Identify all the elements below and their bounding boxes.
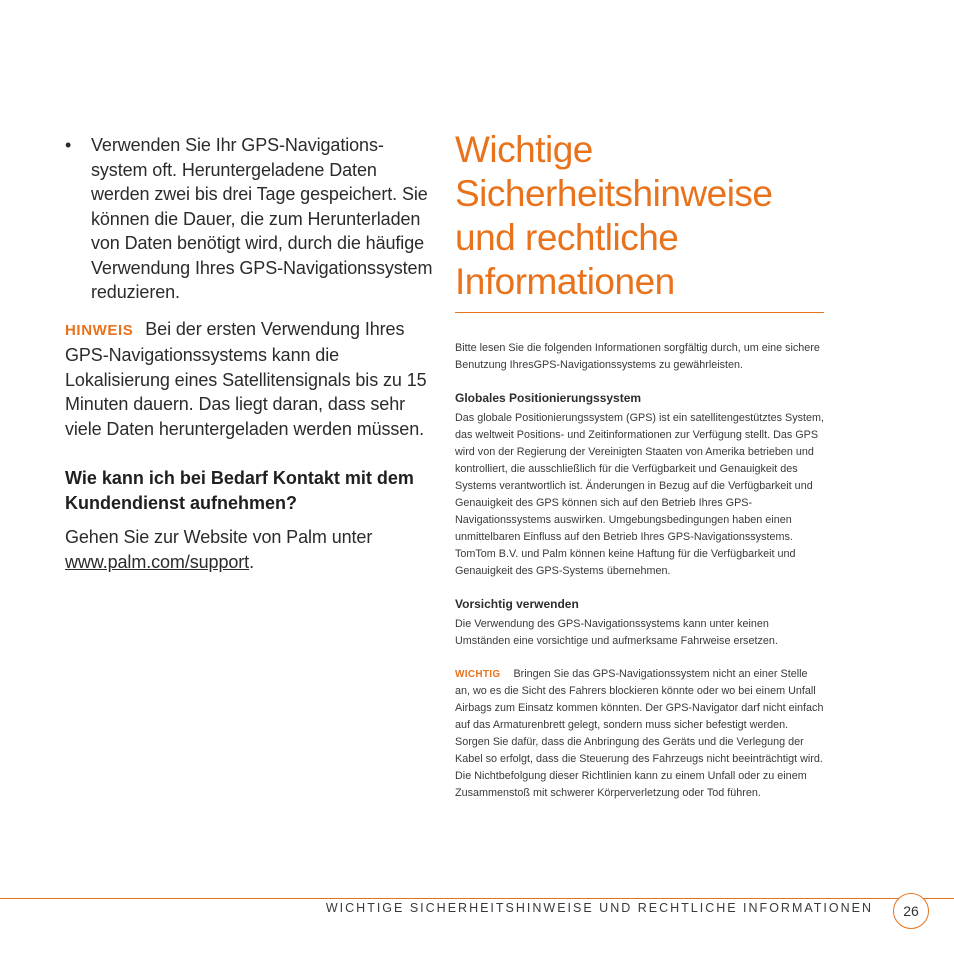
- page-number: 26: [903, 903, 919, 919]
- important-text: Bringen Sie das GPS-Navigationssystem nicht an einer Stelle an, wo es die Sicht des Fahrers blockieren könnte oder wo bei einem Unfall Airbags zum Einsatz kommen könnten. Der GPS-Navigator darf nicht einfach auf das Armaturenbrett gelegt, sondern muss sicher befestigt werden. Sorgen Sie dafür, dass die Anbringung des Geräts und die Verlegung der Kabel so erfolgt, dass die Steuerung des Fahrzeugs nicht beeinträchtigt wird. Die Nichtbefolgung dieser Richtlinien kann zu einem Unfall oder zu einem Zusammenstoß mit schwerer Körperverletzung oder Tod führen.: [455, 668, 824, 799]
- note-text: Bei der ersten Verwendung Ihres GPS-Navigationssystems kann die Lokalisierung eines Satellitensignals bis zu 15 Minuten dauern. Das liegt daran, dass sehr viele Daten heruntergeladen werden müssen.: [65, 318, 427, 439]
- page-number-badge: [893, 893, 929, 929]
- footer-divider: [0, 898, 954, 899]
- contact-paragraph: [65, 525, 433, 574]
- bullet-item: [65, 133, 433, 305]
- support-link[interactable]: www.palm.com/support: [65, 551, 250, 572]
- section-heading-caution: Vorsichtig verwenden: [455, 597, 579, 611]
- page-title: Wichtige Sicherheitshinweise und rechtliche Informationen: [455, 129, 773, 302]
- note-label: HINWEIS: [65, 321, 134, 339]
- title-divider: [455, 312, 824, 313]
- footer-section-title: WICHTIGE SICHERHEITSHINWEISE UND RECHTLICHE INFORMATIONEN: [325, 901, 873, 915]
- bullet-icon: •: [65, 135, 72, 155]
- intro-paragraph: Bitte lesen Sie die folgenden Informationen sorgfältig durch, um eine sichere Benutzung IhresGPS-Navigationssystems zu gewährleisten.: [455, 342, 820, 371]
- note-paragraph: [65, 317, 433, 442]
- contact-period: .: [249, 551, 254, 572]
- bullet-text: Verwenden Sie Ihr GPS-Navigations-system oft. Heruntergeladene Daten werden zwei bis drei Tage gespeichert. Sie können die Dauer, die zum Herunterladen von Daten benötigt wird, durch die häufige Verwendung Ihres GPS-Navigationssystem reduzieren.: [91, 135, 433, 302]
- section-text-caution: Die Verwendung des GPS-Navigationssystems kann unter keinen Umständen eine vorsichtige und aufmerksame Fahrweise ersetzen.: [455, 618, 778, 647]
- section-heading-gps: Globales Positionierungssystem: [455, 391, 642, 405]
- contact-heading: Wie kann ich bei Bedarf Kontakt mit dem Kundendienst aufnehmen?: [65, 468, 414, 513]
- contact-text: Gehen Sie zur Website von Palm unter: [65, 527, 373, 547]
- right-column: [455, 128, 825, 802]
- important-label: WICHTIG: [455, 669, 501, 680]
- section-text-gps: Das globale Positionierungssystem (GPS) ist ein satellitengestütztes System, das weltweit Positions- und Zeitinformationen zur Verfügung stellt. Das GPS wird von der Regierung der Vereinigten Staaten von Amerika betrieben und kontrolliert, die ausschließlich für die Verfügbarkeit und Genauigkeit des Systems verantwortlich ist. Änderungen in Bezug auf die Verfügbarkeit und Genauigkeit des GPS können sich auf den Betrieb Ihres GPS-Navigationssystems auswirken. Umgebungsbedingungen haben einen unmittelbaren Einfluss auf den Betrieb Ihres GPS-Navigationssystems. TomTom B.V. und Palm können keine Haftung für die Verfügbarkeit und Genauigkeit des GPS-Systems übernehmen.: [455, 412, 825, 577]
- important-paragraph: [455, 666, 825, 802]
- left-column: [65, 133, 433, 574]
